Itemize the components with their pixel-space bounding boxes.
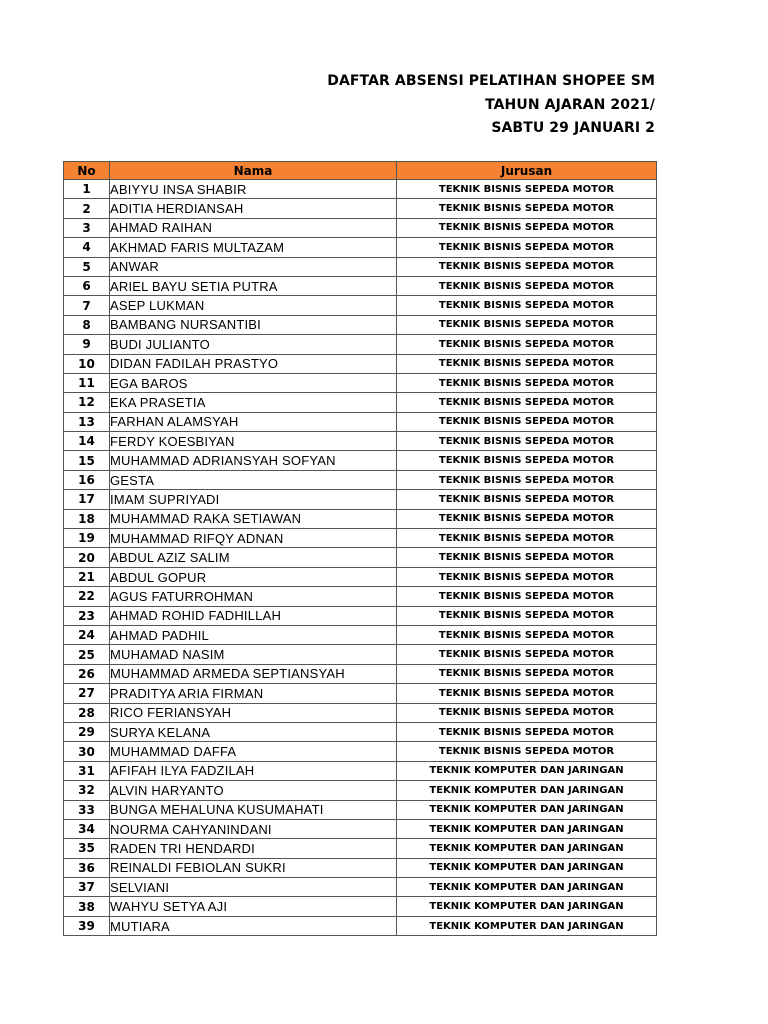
row-number: 3 xyxy=(64,218,110,237)
table-row xyxy=(64,470,657,489)
student-name: MUHAMMAD RAKA SETIAWAN xyxy=(110,509,397,528)
department: TEKNIK BISNIS SEPEDA MOTOR xyxy=(397,548,657,567)
student-name: DIDAN FADILAH PRASTYO xyxy=(110,354,397,373)
department: TEKNIK BISNIS SEPEDA MOTOR xyxy=(397,470,657,489)
student-name: ARIEL BAYU SETIA PUTRA xyxy=(110,276,397,295)
student-name: ADITIA HERDIANSAH xyxy=(110,199,397,218)
student-name: WAHYU SETYA AJI xyxy=(110,897,397,916)
department: TEKNIK BISNIS SEPEDA MOTOR xyxy=(397,742,657,761)
row-number: 7 xyxy=(64,296,110,315)
department: TEKNIK BISNIS SEPEDA MOTOR xyxy=(397,238,657,257)
row-number: 12 xyxy=(64,393,110,412)
table-row xyxy=(64,839,657,858)
table-row xyxy=(64,722,657,741)
table-row xyxy=(64,858,657,877)
row-number: 39 xyxy=(64,916,110,935)
department: TEKNIK KOMPUTER DAN JARINGAN xyxy=(397,781,657,800)
row-number: 17 xyxy=(64,490,110,509)
table-row xyxy=(64,373,657,392)
department: TEKNIK KOMPUTER DAN JARINGAN xyxy=(397,897,657,916)
department: TEKNIK BISNIS SEPEDA MOTOR xyxy=(397,315,657,334)
student-name: FERDY KOESBIYAN xyxy=(110,432,397,451)
department: TEKNIK BISNIS SEPEDA MOTOR xyxy=(397,218,657,237)
department: TEKNIK BISNIS SEPEDA MOTOR xyxy=(397,490,657,509)
department: TEKNIK BISNIS SEPEDA MOTOR xyxy=(397,664,657,683)
row-number: 33 xyxy=(64,800,110,819)
table-row xyxy=(64,218,657,237)
department: TEKNIK BISNIS SEPEDA MOTOR xyxy=(397,257,657,276)
row-number: 26 xyxy=(64,664,110,683)
student-name: ANWAR xyxy=(110,257,397,276)
row-number: 27 xyxy=(64,684,110,703)
department: TEKNIK BISNIS SEPEDA MOTOR xyxy=(397,625,657,644)
student-name: AFIFAH ILYA FADZILAH xyxy=(110,761,397,780)
table-row xyxy=(64,296,657,315)
table-row xyxy=(64,180,657,199)
row-number: 6 xyxy=(64,276,110,295)
academic-year: TAHUN AJARAN 2021/ xyxy=(485,96,655,113)
table-row xyxy=(64,664,657,683)
student-name: MUTIARA xyxy=(110,916,397,935)
department: TEKNIK BISNIS SEPEDA MOTOR xyxy=(397,606,657,625)
table-row xyxy=(64,781,657,800)
department: TEKNIK BISNIS SEPEDA MOTOR xyxy=(397,412,657,431)
student-name: ABDUL AZIZ SALIM xyxy=(110,548,397,567)
student-name: ABDUL GOPUR xyxy=(110,567,397,586)
student-name: ALVIN HARYANTO xyxy=(110,781,397,800)
department: TEKNIK BISNIS SEPEDA MOTOR xyxy=(397,587,657,606)
row-number: 37 xyxy=(64,878,110,897)
row-number: 34 xyxy=(64,819,110,838)
table-row xyxy=(64,606,657,625)
department: TEKNIK BISNIS SEPEDA MOTOR xyxy=(397,703,657,722)
document-title: DAFTAR ABSENSI PELATIHAN SHOPEE SM xyxy=(327,73,655,89)
student-name: BUDI JULIANTO xyxy=(110,335,397,354)
student-name: AGUS FATURROHMAN xyxy=(110,587,397,606)
department: TEKNIK BISNIS SEPEDA MOTOR xyxy=(397,354,657,373)
department: TEKNIK BISNIS SEPEDA MOTOR xyxy=(397,567,657,586)
column-header-nama: Nama xyxy=(110,162,397,180)
student-name: EKA PRASETIA xyxy=(110,393,397,412)
table-row xyxy=(64,199,657,218)
department: TEKNIK KOMPUTER DAN JARINGAN xyxy=(397,800,657,819)
table-row xyxy=(64,819,657,838)
row-number: 20 xyxy=(64,548,110,567)
row-number: 22 xyxy=(64,587,110,606)
row-number: 25 xyxy=(64,645,110,664)
table-row xyxy=(64,257,657,276)
table-row xyxy=(64,451,657,470)
department: TEKNIK BISNIS SEPEDA MOTOR xyxy=(397,529,657,548)
student-name: GESTA xyxy=(110,470,397,489)
row-number: 1 xyxy=(64,180,110,199)
table-row xyxy=(64,703,657,722)
row-number: 30 xyxy=(64,742,110,761)
student-name: SURYA KELANA xyxy=(110,722,397,741)
student-name: AHMAD RAIHAN xyxy=(110,218,397,237)
table-row xyxy=(64,548,657,567)
table-row xyxy=(64,509,657,528)
row-number: 29 xyxy=(64,722,110,741)
row-number: 8 xyxy=(64,315,110,334)
row-number: 24 xyxy=(64,625,110,644)
department: TEKNIK BISNIS SEPEDA MOTOR xyxy=(397,432,657,451)
table-row xyxy=(64,625,657,644)
row-number: 14 xyxy=(64,432,110,451)
row-number: 19 xyxy=(64,529,110,548)
department: TEKNIK BISNIS SEPEDA MOTOR xyxy=(397,373,657,392)
table-row xyxy=(64,684,657,703)
table-row xyxy=(64,490,657,509)
row-number: 23 xyxy=(64,606,110,625)
student-name: AKHMAD FARIS MULTAZAM xyxy=(110,238,397,257)
row-number: 16 xyxy=(64,470,110,489)
table-row xyxy=(64,238,657,257)
table-header-row xyxy=(64,162,657,180)
department: TEKNIK BISNIS SEPEDA MOTOR xyxy=(397,335,657,354)
attendance-table xyxy=(63,161,657,936)
table-row xyxy=(64,587,657,606)
attendance-rows xyxy=(64,180,657,936)
student-name: RICO FERIANSYAH xyxy=(110,703,397,722)
table-row xyxy=(64,315,657,334)
row-number: 38 xyxy=(64,897,110,916)
student-name: FARHAN ALAMSYAH xyxy=(110,412,397,431)
student-name: AHMAD PADHIL xyxy=(110,625,397,644)
student-name: IMAM SUPRIYADI xyxy=(110,490,397,509)
department: TEKNIK BISNIS SEPEDA MOTOR xyxy=(397,276,657,295)
department: TEKNIK KOMPUTER DAN JARINGAN xyxy=(397,839,657,858)
table-row xyxy=(64,412,657,431)
session-date: SABTU 29 JANUARI 2 xyxy=(491,120,655,136)
row-number: 15 xyxy=(64,451,110,470)
row-number: 13 xyxy=(64,412,110,431)
department: TEKNIK KOMPUTER DAN JARINGAN xyxy=(397,878,657,897)
row-number: 2 xyxy=(64,199,110,218)
row-number: 35 xyxy=(64,839,110,858)
student-name: REINALDI FEBIOLAN SUKRI xyxy=(110,858,397,877)
student-name: ABIYYU INSA SHABIR xyxy=(110,180,397,199)
table-row xyxy=(64,897,657,916)
table-row xyxy=(64,761,657,780)
student-name: AHMAD ROHID FADHILLAH xyxy=(110,606,397,625)
department: TEKNIK KOMPUTER DAN JARINGAN xyxy=(397,819,657,838)
department: TEKNIK BISNIS SEPEDA MOTOR xyxy=(397,180,657,199)
department: TEKNIK KOMPUTER DAN JARINGAN xyxy=(397,916,657,935)
student-name: PRADITYA ARIA FIRMAN xyxy=(110,684,397,703)
student-name: MUHAMAD NASIM xyxy=(110,645,397,664)
row-number: 11 xyxy=(64,373,110,392)
department: TEKNIK KOMPUTER DAN JARINGAN xyxy=(397,761,657,780)
table-row xyxy=(64,567,657,586)
row-number: 31 xyxy=(64,761,110,780)
row-number: 36 xyxy=(64,858,110,877)
department: TEKNIK BISNIS SEPEDA MOTOR xyxy=(397,684,657,703)
table-row xyxy=(64,335,657,354)
row-number: 5 xyxy=(64,257,110,276)
department: TEKNIK BISNIS SEPEDA MOTOR xyxy=(397,393,657,412)
row-number: 28 xyxy=(64,703,110,722)
row-number: 4 xyxy=(64,238,110,257)
student-name: MUHAMMAD ADRIANSYAH SOFYAN xyxy=(110,451,397,470)
table-row xyxy=(64,529,657,548)
table-row xyxy=(64,432,657,451)
department: TEKNIK BISNIS SEPEDA MOTOR xyxy=(397,451,657,470)
column-header-jurusan: Jurusan xyxy=(397,162,657,180)
table-row xyxy=(64,645,657,664)
student-name: SELVIANI xyxy=(110,878,397,897)
student-name: BAMBANG NURSANTIBI xyxy=(110,315,397,334)
table-row xyxy=(64,878,657,897)
row-number: 10 xyxy=(64,354,110,373)
department: TEKNIK BISNIS SEPEDA MOTOR xyxy=(397,509,657,528)
student-name: BUNGA MEHALUNA KUSUMAHATI xyxy=(110,800,397,819)
row-number: 18 xyxy=(64,509,110,528)
student-name: EGA BAROS xyxy=(110,373,397,392)
student-name: MUHAMMAD RIFQY ADNAN xyxy=(110,529,397,548)
table-row xyxy=(64,742,657,761)
department: TEKNIK BISNIS SEPEDA MOTOR xyxy=(397,645,657,664)
student-name: NOURMA CAHYANINDANI xyxy=(110,819,397,838)
student-name: ASEP LUKMAN xyxy=(110,296,397,315)
student-name: RADEN TRI HENDARDI xyxy=(110,839,397,858)
table-row xyxy=(64,916,657,935)
department: TEKNIK BISNIS SEPEDA MOTOR xyxy=(397,296,657,315)
student-name: MUHAMMAD ARMEDA SEPTIANSYAH xyxy=(110,664,397,683)
department: TEKNIK BISNIS SEPEDA MOTOR xyxy=(397,722,657,741)
student-name: MUHAMMAD DAFFA xyxy=(110,742,397,761)
department: TEKNIK BISNIS SEPEDA MOTOR xyxy=(397,199,657,218)
document-title-block xyxy=(327,70,655,141)
row-number: 9 xyxy=(64,335,110,354)
table-row xyxy=(64,276,657,295)
table-row xyxy=(64,354,657,373)
row-number: 21 xyxy=(64,567,110,586)
table-row xyxy=(64,393,657,412)
table-row xyxy=(64,800,657,819)
department: TEKNIK KOMPUTER DAN JARINGAN xyxy=(397,858,657,877)
column-header-no: No xyxy=(64,162,110,180)
row-number: 32 xyxy=(64,781,110,800)
